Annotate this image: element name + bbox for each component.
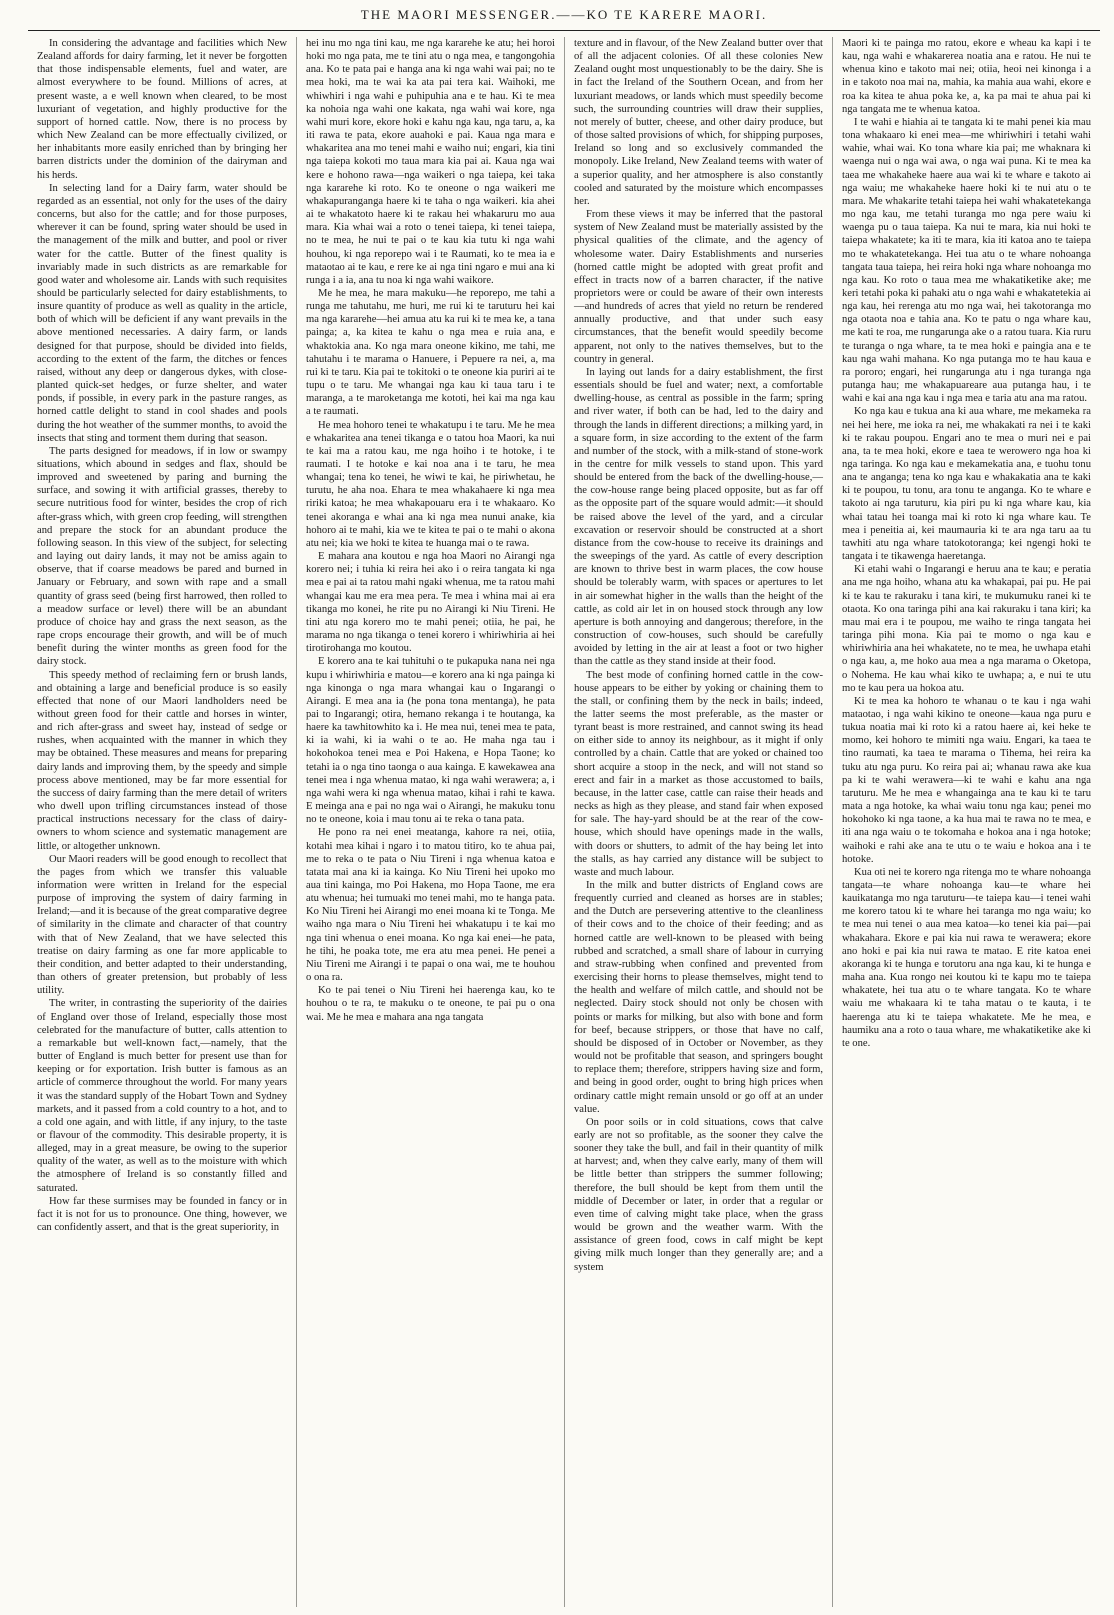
article-paragraph: The best mode of confining horned cattle in the cow-house appears to be either by yoking or chaining them to the stall, or confining them by the neck in bails; indeed, the latter seems the most preferable, as the master or tyrant beast is more restrained, and cannot swing its head on either side to annoy its neighbour, as it might if only controlled by a chain. Cattle that are yoked or chained too short acquire a stoop in the neck, and will not stand so erect and fair in a market as those accustomed to bails, because, in the latter case, cattle can raise their heads and necks as high as they please, and stand fair when exposed for sale. The hay-yard should be at the rear of the cow-house, which should have openings made in the walls, with doors or shutters, to admit of the hay being let into the stalls, as hay carried any distance will be subject to waste and much labour. bbox=[574, 669, 823, 878]
article-paragraph: From these views it may be inferred that the pastoral system of New Zealand must be materially assisted by the physical qualities of the climate, and the agency of wholesome water. Dairy Establishments and nurseries (horned cattle might be adopted with great profit and effect in tracts now of a barren character, if the native proprietors were or could be aware of their own interests—and hundreds of acres that yield no return be rendered annually productive, and that under such easy circumstances, that the benefit would speedily become apparent, not only to the natives themselves, but to the country in general. bbox=[574, 209, 823, 365]
column-2 bbox=[296, 37, 564, 1607]
article-paragraph: Kua oti nei te korero nga ritenga mo te whare nohoanga tangata—te whare nohoanga kau—te whare hei kauikatanga mo nga taruturu—te taiepa kau—i tenei wahi me korero tatou ki te whare hei taranga mo nga waiu; ko te mea nui tenei o aua mea katoa—ko tenei kia pai—pai whakahara. Ekore e pai kia nui rawa te werawera; ekore ano hoki e pai kia nui rawa te matao. E rite katoa enei akoranga ki te hunga e torutoru ana nga kau, ki te hunga e maha ana. Kua rongo nei koutou ki te kapu mo te taiepa whakatete, hei tua atu o te whare tangata. Ko te whare waiu me whakaara ki te taha matau o te kauta, i te haerenga atu ki te taiepa whakatete. Me he mea, e haumiku ana a roto o taua whare, me whakatiketike ake ki te one. bbox=[842, 866, 1091, 1049]
article-paragraph: hei inu mo nga tini kau, me nga kararehe ke atu; hei horoi hoki mo nga pata, me te tini atu o nga mea, e tangongohia ana. Ko te pata pai e hanga ana ki nga wahi wai pai; no te mea hoki, ma te wai ka ata pai tera kai. Waihoki, me whiwhiri i nga wahi e puhipuhia ana e te hau. Ki te mea ka nohoia nga wahi one kakata, nga wahi wai kore, nga wahi muri kore, ekore hoki e kahu nga kau, nga taru, a, ka iti rawa te pata, ekore auahoki e pai. Kaua nga mara e whakaritea ana mo tenei mahi e waiho nui; engari, kia tini nga taiepa kokoti mo taua mara kia pai ai. Kaua nga wai kere e hohono rawa—nga waikeri o nga taiepa, kei taka nga kararehe ki roto. Ko te oneone o nga waikeri me whakapuranganga haere ki te taha o nga waikeri. kia ahei ai te whakatoto haere ki te rakau hei whakaruru mo aua mara. Kia whai wai a roto o tenei taiepa, ki tenei taiepa, no te mea, he nui te pai o te kau kia tutu ki nga wahi houhou, ki nga reporepo wai i te Raumati, ko te mea ia e mataotao ai te kau, e rere ke ai nga tini ngaro e mui ana ki runga i a ia, ana tu noa ki nga wahi waikore. bbox=[306, 38, 555, 286]
article-paragraph: The writer, in contrasting the superiority of the dairies of England over those of Ireland, especially those most celebrated for the manufacture of butter, calls attention to a remarkable but well-known fact,—namely, that the butter of England is much better for present use than for keeping or for exportation. Irish butter is famous as an article of commerce throughout the world. For many years it was the standard supply of the Hobart Town and Sydney markets, and it passed from a cold country to a hot, and to a cold one again, and with little, if any injury, to the taste or flavour of the commodity. This desirable property, it is alleged, may in a great measure, be owing to the superior quality of the water, as well as to the moisture with which the atmosphere of Ireland is so constantly filled and saturated. bbox=[37, 998, 287, 1194]
article-paragraph: In laying out lands for a dairy establishment, the first essentials should be fuel and water; next, a comfortable dwelling-house, as central as possible in the farm; spring and river water, if both can be had, led to the dairy and through the lands in different directions; a milking yard, in a square form, in size according to the extent of the farm and number of the stock, with a milk-stand of stone-work in the centre for milk vessels to stand upon. This yard should be entered from the back of the dwelling-house,—the cow-house range being placed opposite, but as far off as the opposite part of the square would admit:—it should be raised above the level of the yard, and a circular excavation or reservoir should be constructed at a short distance from the cow-house to receive its drainings and the sweepings of the yard. As cattle of every description are known to thrive best in warm places, the cow house should be tolerably warm, with spaces or apertures to let in air somewhat higher in the walls than the height of the cattle, as cold air let in on housed stock through any low aperture is both annoying and dangerous; therefore, in the construction of cow-houses, such should be carefully avoided by letting in the air at least a foot or two higher than the cattle as they stand inside at their food. bbox=[574, 366, 823, 668]
article-paragraph: Ki etahi wahi o Ingarangi e heruu ana te kau; e peratia ana me nga hoiho, whana atu ka whakapai, pai pu. He pai ki te kau te rakuraku i tana kiri, te mukumuku ranei ki te otaota. Ko ona taringa pihi ana kai rakuraku i tana kiri; ka mau mai era i te poupou, me waiho te ringa tangata hei taringa pihi mona. Kia pai te momo o nga kau e whiriwhiria ana hei whakatete, no te mea, he uwhapa etahi o nga kau, a, me hoko aua mea a nga marama o Oketopa, o Nohema. He kau whai kiko te uwhapa; a, e nui te utu mo te kau pera ua hokoa atu. bbox=[842, 564, 1091, 694]
article-paragraph: He mea hohoro tenei te whakatupu i te taru. Me he mea e whakaritea ana tenei tikanga e o tatou hoa Maori, ka nui te kai ma a ratou kau, me nga hoiho i te hotoke, i te raumati. I te hotoke e kai noa ana i te taru, he mea whangai; tena ko tenei, he wiwi te kai, he piriwhetau, he turutu, he aha noa. Ehara te mea whakahaere ki nga mea ririki katoa; he mea whakapouaru era i te whakaaro. Ko tenei akoranga e whai ana ki nga mea nunui anake, kia hohoro ai te mahi, kia we te kitea te pai o te mahi o akona atu nei; kia we hoki te kitea te huanga mai o te rawa. bbox=[306, 419, 555, 549]
article-paragraph: How far these surmises may be founded in fancy or in fact it is not for us to pronounce. One thing, however, we can confidently assert, and that is the great superiority, in bbox=[37, 1195, 287, 1234]
article-paragraph: Ko nga kau e tukua ana ki aua whare, me mekameka ra nei hei here, me ioka ra nei, me whakakati ra nei i te kaki ki te rakau poupou. Engari ano te mea o muri nei e pai ana, ta te mea hoki, ekore e taea te werowero nga hoa ki nga taringa. Ko nga kau e mekamekatia ana, e tuohu tonu ana te anganga; tena ko nga kau e whakakatia ana te kaki ki te poupou, tu tonu, ara tonu te anganga. Ko te whare e takoto ai nga taruturu, kia piri pu ki nga whare kau, kia whai tatau hei toanga mai ki roto ki nga whare kau. Te mea i peneitia ai, kei maumauria ki te ara nga taru aa tu tawhiti atu nga whare tatokotoranga; kei ngengi hoki te tangata i te tikawenga haeretanga. bbox=[842, 406, 1091, 563]
article-paragraph: Me he mea, he mara makuku—he reporepo, me tahi a runga me tahutahu, me huri, me rui ki te taruturu hei kai ma nga kararehe—hei amua atu ka rui ki te mea ke, a tana painga; a, ka kitea te kahu o nga mea e ruia ana, e whaktokia ana. Ko nga mara oneone kikino, me tahi, me tahutahu i te marama o Hanuere, i Pepuere ra nei, a, ma rui ki te taru. Kia pai te tokitoki o te oneone kia puriri ai te tupu o te taru. Me whangai nga kau ki taua taru i te maranga, a te maroketanga me kototi, hei kai ma nga kau a te raumati. bbox=[306, 287, 555, 418]
article-paragraph: On poor soils or in cold situations, cows that calve early are not so profitable, as the sooner they calve the sooner they take the bull, and fail in their quantity of milk at harvest; and, when they calve early, many of them will be little better than strippers the summer following; therefore, the bull should be kept from them until the middle of December or later, in order that a regular or even time of calving might take place, when the grass would be grown and the weather warm. With the assistance of green food, cows in calf might be kept giving milk much longer than they generally are; and a system bbox=[574, 1116, 823, 1273]
article-paragraph: In selecting land for a Dairy farm, water should be regarded as an essential, not only for the uses of the dairy concerns, but also for the cattle; and for those purposes, wherever it can be found, spring water should be used in the management of the milk and butter, and pool or river water for the cattle. Butter of the finest quality is invariably made in such districts as are remarkable for good water and wholesome air. Lands with such requisites should be particularly selected for dairy establishments, to insure quantity of produce as well as quality in the article, both of which will be deficient if any want prevails in the above mentioned necessaries. A dairy farm, or lands designed for that purpose, should be divided into fields, according to the extent of the farm, the ditches or fences raised, without any deep or dangerous dykes, with close-planted quick-set hedges, or furze shelter, and water ponds, if possible, in every park in the pasture ranges, as horned cattle delight to stand in cool shades and pools during the hot weather of the summer months, to avoid the insects that sting and torment them during that season. bbox=[37, 182, 287, 444]
article-paragraph: E mahara ana koutou e nga hoa Maori no Airangi nga korero nei; i tuhia ki reira hei ako i o reira tangata ki nga mea e pai ai ta ratou mahi ngaki whenua, me ta ratou mahi whangai kau me era mea pera. Te mea i whina mai ai era tikanga mo konei, he rite pu no Airangi ki Niu Tireni. He tini atu nga korero mo te mahi penei; otiia, he pai, he marama no nga tikanga o tenei korero i whiriwhiria ai hei tirotirohanga mo koutou. bbox=[306, 551, 555, 655]
column-4 bbox=[832, 37, 1100, 1607]
article-paragraph: I te wahi e hiahia ai te tangata ki te mahi penei kia mau tona whakaaro ki enei mea—me whiriwhiri i tetahi wahi wahie, whai wai. Ko tona whare kia pai; me whaknara ki waenga nui o nga wai awa, o nga wai puna. Ki te mea ka taea me whakaheke haere aua wai ki te whare e takoto ai nga waiu; me whakaheke haere hoki ki te nui atu o te mara. Me whakarite tetahi taiepa hei wahi whakatetekanga mo nga kau, me tetahi turanga mo nga pere waiu ki waenga pu o taua taiepa. Ka nui te mara, kia nui hoki te taiepa whakatete; ka iti te mara, kia iti katoa ano te taiepa mo te whakatetekanga. Hei tua atu o te whare nohoanga tangata taua taiepa, hei reira hoki nga whare nohoanga mo nga kau. Ko roto o taua mea me whakatiketike ake; me keri tetahi poka ki pahaki atu o nga wahi e whakatetekia ai nga kau, hei rerenga atu mo nga wai, hei takotoranga mo nga otaota noa e tahia ana. Ko te patu o nga whare kau, me kati te roa, me rungarunga ake o a ratou tuara. Kia ruru te turanga o nga whare, ta te mea hoki e paingia ana e te kau nga wahi mahana. Ko nga putanga mo te hau kaua e ra pororo; engari, hei rungarunga atu i nga turanga nga putanga hau; me whakapuareare aua putanga hau, i te wahi e kai ana nga kau i nga mea e taria atu ana ma ratou. bbox=[842, 116, 1091, 405]
column-3 bbox=[564, 37, 832, 1607]
article-paragraph: This speedy method of reclaiming fern or brush lands, and obtaining a large and beneficial produce is so easily effected that none of our Maori landholders need be without green food for their cattle and horses in winter, and rich after-grass and sweet hay, instead of sedge or rushes, when acquainted with the manner in which they may be obtained. These measures and means for preparing dairy lands and improving them, by the speedy and simple process above mentioned, may be far more essential for the success of dairy farming than the mere detail of writers who dwell upon trifling circumstances instead of those practical instructions necessary for the class of dairy-owners to whom science and systematic management are little, or altogether unknown. bbox=[37, 669, 287, 852]
article-paragraph: E korero ana te kai tuhituhi o te pukapuka nana nei nga kupu i whiriwhiria e matou—e korero ana ki nga painga ki nga kinonga o nga mara whangai kau o Ingarangi o Airangi. E mea ana ia (he pona tona mentanga), he pata pai to Ingarangi; otira, hemano rekanga i te houtanga, ka haere ka tawhitowhito ka i. He mea nui, tenei mea te pata, ki ia wahi, ki ia wahi o te ao. He maha nga tau i hokohokoa tenei mea e Poi Hakena, e Hopa Taone; ko tetahi ia o nga tino taonga o aua kainga. E kawekawea ana tenei mea i nga whenua matao, ki nga wahi werawera; a, i nga wahi wera ki nga whenua matao, kihai i rahi te kawa. E meinga ana e pai no nga wai o Airangi, he makuku tonu no te oneone, koia i mau tonu ai te reka o tana pata. bbox=[306, 656, 555, 826]
masthead: THE MAORI MESSENGER.——KO TE KARERE MAORI. bbox=[28, 0, 1100, 31]
column-1 bbox=[28, 37, 296, 1607]
article-paragraph: texture and in flavour, of the New Zealand butter over that of all the adjacent colonies. Of all these colonies New Zealand ought most unquestionably to be the dairy. She is in fact the Ireland of the Southern Ocean, and from her luxuriant meadows, or lands which must speedily become such, the surrounding countries will draw their supplies, not merely of butter, cheese, and other dairy produce, but of those salted provisions of which, for shipping purposes, Ireland so long and so exclusively commanded the monopoly. Like Ireland, New Zealand teems with water of a superior quality, and her atmosphere is also constantly cooled and saturated by the moisture which encompasses her. bbox=[574, 38, 823, 207]
article-paragraph: He pono ra nei enei meatanga, kahore ra nei, otiia, kotahi mea kihai i ngaro i to matou titiro, ko te ahua pai, me to reka o te pata o Niu Tireni i nga whenua katoa e tatata mai ana ki ia kainga. Ko Niu Tireni hei upoko mo aua tini kainga, mo Poi Hakena, mo Hopa Taone, me era atu whenua; hei tumuaki mo tenei mahi, mo te hanga pata. Ko Niu Tireni hei Airangi mo enei moana ki te Tonga. Me waiho nga mara o Niu Tireni hei whakatupu i te kai mo nga tini whenua o enei moana. Ko nga kai enei—he pata, he tihi, he poaka tote, me era atu mea penei. He penei a Niu Tireni me Airangi i te papai o ona wai, me te houhou o ona ra. bbox=[306, 827, 555, 984]
article-paragraph: Ko te pai tenei o Niu Tireni hei haerenga kau, ko te houhou o te ra, te makuku o te oneone, te pai pu o ona wai. Me he mea e mahara ana nga tangata bbox=[306, 985, 555, 1023]
article-paragraph: Our Maori readers will be good enough to recollect that the pages from which we transfer this valuable information were written in Ireland for the especial purpose of improving the system of dairy farming in Ireland;—and it is because of the great comparative degree of similarity in the climate and character of that country with that of New Zealand, that we have selected this treatise on dairy farming as one far more applicable to their condition, and better adapted to their understanding, than others of greater pretension, but probably of less utility. bbox=[37, 853, 288, 997]
article-paragraph: The parts designed for meadows, if in low or swampy situations, which abound in sedges and flax, should be improved and sweetened by paring and burning the surface, and sowing it with artificial grasses, thereby to secure nutritious food for winter, besides the crop of rich after-grass which, with green crop feeding, will strengthen and prepare the stock for an abundant produce the following season. In this view of the subject, for selecting and laying out dairy lands, it may not be amiss again to observe, that if coarse meadows be pared and burned in January or February, and sown with rape and a small quantity of grass seed (being first harrowed, then rolled to a meadow surface or level) there will be an abundant produce of choice hay and grass the next season, as the rape crops encourage their growth, and will be of much benefit during the winter months as green food for the dairy stock. bbox=[37, 445, 287, 668]
article-paragraph: In the milk and butter districts of England cows are frequently curried and cleaned as horses are in stables; and the Dutch are persevering attentive to the cleanliness of their cows and to the choice of their feeding; and as horned cattle are well-known to be pleased with being rubbed and scratched, a small share of labour in currying and straw-rubbing when confined and prevented from exercising their horns to please themselves, might tend to the health and welfare of milch cattle, and should not be neglected. Dairy stock should not only be chosen with points or marks for milking, but also with bone and form for beef, because strippers, or those that have no calf, should be disposed of in October or November, as they would not be profitable that season, and springers bought to replace them; therefore, strippers having size and form, and being in good order, ought to bring high prices when ordinary cattle might remain unsold or go off at an under value. bbox=[574, 880, 823, 1115]
article-paragraph: Maori ki te painga mo ratou, ekore e wheau ka kapi i te kau, nga wahi e whakarerea noatia ana e ratou. He nui te whenua kino e takoto mai nei; otiia, heoi nei kinonga i a in e takoto noa mai na, mahia, ka mahia aua wahi, ekore e roa ka kitea te ahua poka ke, a, ka pa mai te ahua pai ki nga tangata me te whenua katoa. bbox=[842, 38, 1091, 115]
article-paragraph: In considering the advantage and facilities which New Zealand affords for dairy farming, let it never be forgotten that those indispensable elements, fuel and water, are almost everywhere to be found. Millions of acres, at present waste, a e well known when cleared, to be most luxuriant of vegetation, and highly productive for the support of horned cattle. Now, there is no process by which New Zealand can be more effectually civilized, or her inhabitants more easily enriched than by bringing her barren districts under the dominion of the dairyman and his herds. bbox=[37, 38, 287, 181]
text-columns bbox=[28, 37, 1100, 1607]
article-paragraph: Ki te mea ka hohoro te whanau o te kau i nga wahi mataotao, i nga wahi kikino te oneone—kaua nga puru e tukua noatia mai ki roto ki a ratou haere ai, kei heke te momo, kei hohoro te mimiti nga waiu. Engari, ka taea te tino raumati, ka taea te marama o Tihema, hei reira ka tuku atu nga puru. Ko reira pai ai; whanau rawa ake kua pa ki te wahi werawera—ki te wahi e kahu ana nga taruturu. Me he mea e whangaingа ana te kau ki te taru mata a nga hotoke, ka whai waiu tonu nga kau; penei mo hokohoko ki nga taone, a ka hua mai te rawa no te mea, e iti ana nga waiu o te tokomaha e hokoa ana i nga hotoke; waihoki e rahi ake ana te utu o te waiu e hokoa ana i te hotoke. bbox=[842, 695, 1091, 865]
